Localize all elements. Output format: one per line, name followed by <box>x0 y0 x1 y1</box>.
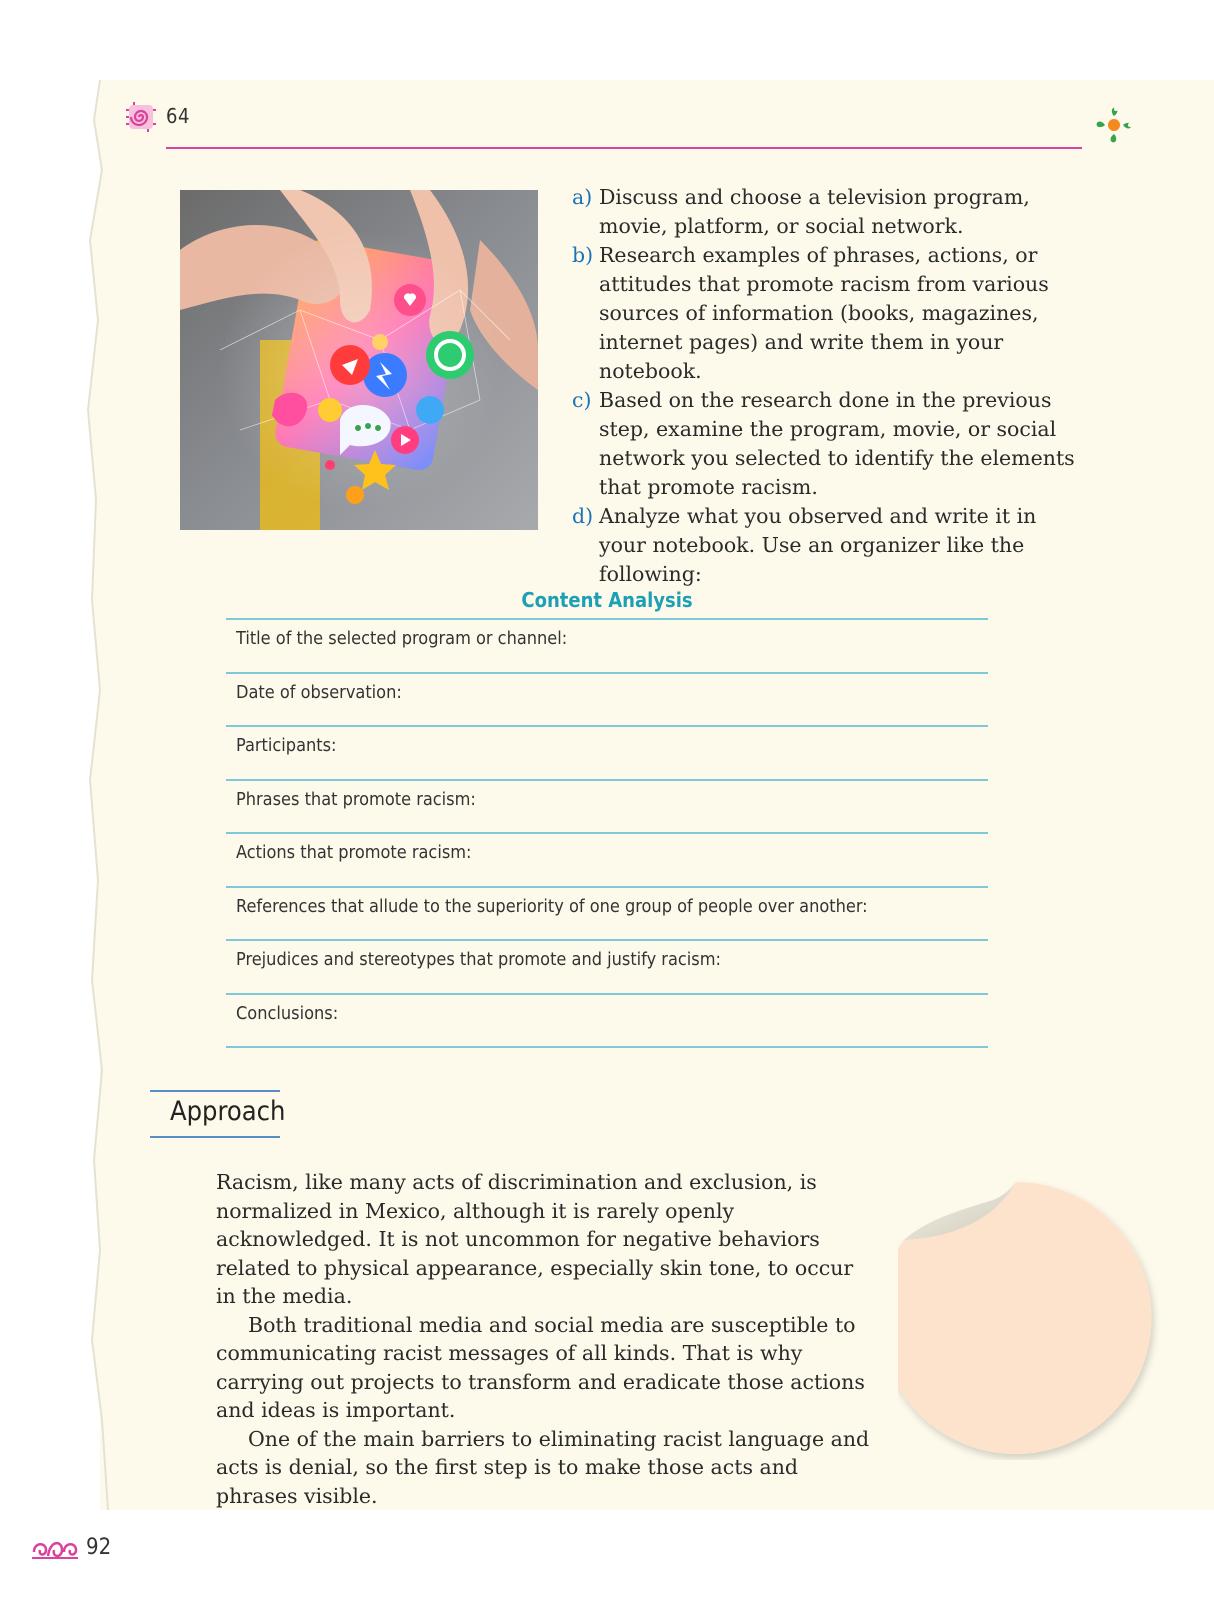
row-label: Date of observation: <box>236 681 402 703</box>
table-row <box>226 941 988 995</box>
header-number: 64 <box>166 104 190 128</box>
social-media-phone-photo <box>180 190 538 530</box>
torn-paper-edge <box>82 80 122 1510</box>
table-row <box>226 674 988 728</box>
row-label: Title of the selected program or channel: <box>236 628 568 649</box>
row-label: References that allude to the superiority of one group of people over another: <box>236 895 868 917</box>
table-row <box>226 834 988 888</box>
flower-icon <box>1086 100 1142 156</box>
step-a <box>572 183 1082 241</box>
row-label: Actions that promote racism: <box>236 842 472 863</box>
pink-spiral-icon <box>126 102 156 132</box>
row-label: Participants: <box>236 735 337 756</box>
row-label: Prejudices and stereotypes that promote and justify racism: <box>236 949 721 970</box>
peeled-sticker <box>898 1178 1180 1460</box>
activity-steps <box>572 183 1082 589</box>
content-analysis-table <box>226 620 988 1048</box>
step-d <box>572 502 1082 589</box>
pink-ornament-icon <box>30 1534 80 1564</box>
table-row <box>226 727 988 781</box>
table-row <box>226 888 988 942</box>
step-b <box>572 241 1082 386</box>
step-text: Research examples of phrases, actions, or attitudes that promote racism from various sources of information (books, magazines, internet pages) and write them in your notebook. <box>599 243 1049 383</box>
step-letter: d) <box>572 504 594 528</box>
approach-paragraph: One of the main barriers to eliminating racist language and acts is denial, so the first step is to make those acts and phrases visible. <box>216 1426 870 1508</box>
step-letter: c) <box>572 388 592 412</box>
approach-body <box>216 1168 876 1510</box>
row-label: Phrases that promote racism: <box>236 788 476 810</box>
step-letter: b) <box>572 243 594 267</box>
step-text: Based on the research done in the previous step, examine the program, movie, or social network you selected to identify the elements that promote racism. <box>599 388 1075 499</box>
header-rule <box>166 147 1082 149</box>
approach-top-rule <box>150 1090 280 1092</box>
row-label: Conclusions: <box>236 1002 339 1024</box>
approach-bottom-rule <box>150 1136 280 1138</box>
approach-paragraph: Both traditional media and social media are susceptible to communicating racist messages of all kinds. That is why carrying out projects to transform and eradicate those actions and ideas is important. <box>216 1312 865 1422</box>
step-letter: a) <box>572 185 593 209</box>
table-row <box>226 781 988 835</box>
step-text: Discuss and choose a television program, movie, platform, or social network. <box>599 185 1030 238</box>
approach-heading: Approach <box>170 1096 286 1127</box>
table-row <box>226 995 988 1049</box>
approach-paragraph: Racism, like many acts of discrimination and exclusion, is normalized in Mexico, although it is rarely openly acknowledged. It is not uncommon for negative behaviors related to physical appearance, especially skin tone, to occur in the media. <box>216 1170 854 1308</box>
page-number: 92 <box>86 1535 112 1560</box>
step-text: Analyze what you observed and write it in your notebook. Use an organizer like the following: <box>599 504 1037 586</box>
table-row <box>226 620 988 674</box>
step-c <box>572 386 1082 502</box>
content-analysis-title: Content Analysis <box>521 588 693 612</box>
